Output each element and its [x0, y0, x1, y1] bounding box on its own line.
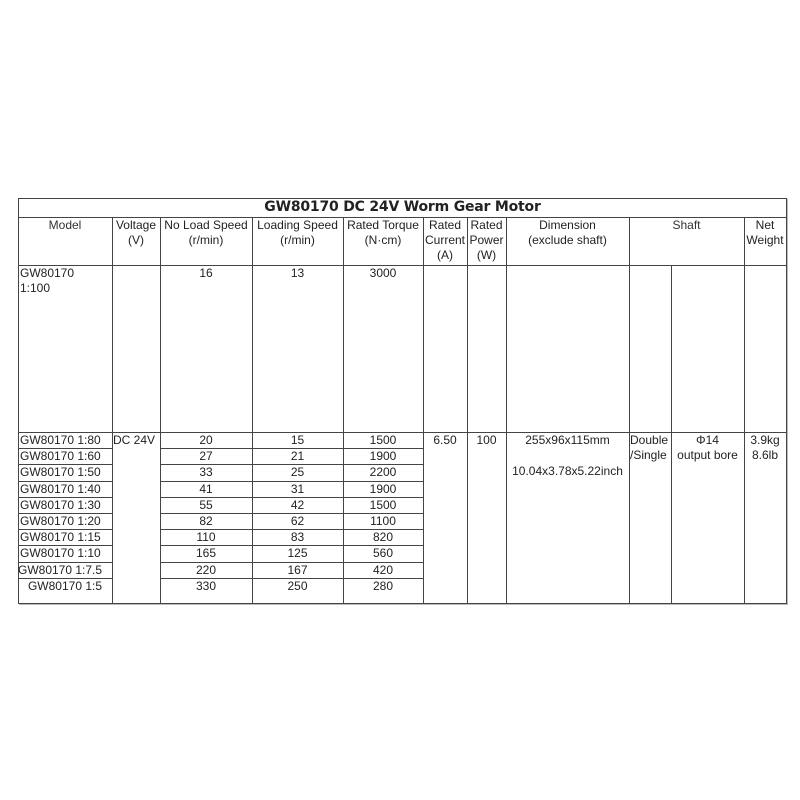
row-model: GW80170 1:40 [20, 481, 101, 496]
rated-power-value: 100 [476, 433, 497, 447]
row-loading-speed: 125 [287, 546, 308, 561]
row-model: GW80170 1:80 [20, 433, 101, 447]
shaft-bore [671, 433, 744, 463]
header-no-load-speed-line1: No Load Speed [164, 218, 248, 232]
shaft-type [629, 433, 671, 463]
table-title: GW80170 DC 24V Worm Gear Motor [264, 199, 541, 215]
row-rated-torque: 1900 [369, 449, 397, 464]
row-model: GW80170 1:50 [20, 465, 101, 480]
shaft-type-line1: Double [630, 433, 669, 447]
first-row-rated-torque: 3000 [369, 266, 397, 280]
grid-vline [423, 217, 424, 603]
row-no-load-speed: 220 [195, 562, 217, 577]
row-no-load-speed: 41 [199, 481, 213, 496]
header-rated-torque-line2: (N·cm) [364, 233, 402, 247]
grid-vline [467, 217, 468, 603]
grid-vline [506, 217, 507, 603]
header-net-weight [744, 218, 786, 248]
row-loading-speed: 15 [290, 433, 305, 447]
row-loading-speed: 83 [290, 530, 305, 545]
header-rated-torque-line1: Rated Torque [347, 218, 419, 232]
row-model: GW80170 1:30 [20, 497, 101, 512]
header-rated-power-line1: Rated [470, 218, 503, 232]
header-rated-power-line2: Power [469, 233, 504, 247]
row-no-load-speed: 27 [199, 449, 213, 464]
shaft-bore-line2: output bore [677, 448, 738, 462]
row-loading-speed: 21 [290, 449, 305, 464]
net-weight-kg: 3.9kg [750, 433, 780, 447]
row-loading-speed: 42 [290, 497, 305, 512]
grid-vline [744, 217, 745, 603]
shaft-type-line2: /Single [630, 448, 667, 462]
header-rated-current-line2: Current [424, 233, 465, 247]
grid-vline [112, 217, 113, 603]
header-no-load-speed-line2: (r/min) [188, 233, 224, 247]
header-rated-current-line1: Rated [428, 218, 462, 232]
row-no-load-speed: 20 [199, 433, 213, 447]
header-dimension-line2: (exclude shaft) [528, 233, 607, 247]
row-model: GW80170 1:5 [27, 578, 103, 593]
row-model: GW80170 1:7.5 [18, 562, 103, 577]
row-rated-torque: 560 [372, 546, 394, 561]
header-no-load-speed [160, 218, 252, 248]
row-no-load-speed: 82 [199, 514, 213, 528]
row-rated-torque: 2200 [369, 465, 397, 480]
dimension-inch: 10.04x3.78x5.22inch [512, 464, 623, 478]
row-rated-torque: 420 [372, 562, 394, 577]
header-voltage-line1: Voltage [115, 218, 157, 232]
header-rated-current [423, 218, 467, 263]
first-row-model [18, 266, 112, 296]
voltage-value: DC 24V [113, 433, 156, 447]
shaft-bore-line1: Φ14 [696, 433, 719, 447]
header-loading-speed-line2: (r/min) [280, 233, 315, 247]
header-net-weight-line1: Net [755, 218, 775, 232]
row-loading-speed: 25 [290, 465, 305, 480]
dimension-mm: 255x96x115mm [525, 433, 610, 447]
row-rated-torque: 1900 [369, 481, 397, 496]
header-rated-power-line3: (W) [476, 248, 497, 262]
first-row-loading-speed: 13 [290, 266, 305, 280]
row-loading-speed: 62 [290, 514, 305, 528]
row-model: GW80170 1:20 [20, 514, 101, 528]
row-loading-speed: 31 [290, 481, 305, 496]
header-dimension [506, 218, 629, 248]
header-net-weight-line2: Weight [746, 233, 784, 247]
row-rated-torque: 1100 [370, 514, 396, 528]
first-row-model-line1: GW80170 [20, 266, 75, 280]
row-model: GW80170 1:10 [20, 546, 101, 561]
header-model: Model [48, 218, 82, 232]
row-rated-torque: 820 [372, 530, 394, 545]
header-loading-speed [252, 218, 343, 248]
header-rated-torque [343, 218, 423, 248]
row-no-load-speed: 330 [195, 578, 217, 593]
header-shaft: Shaft [672, 218, 701, 232]
header-loading-speed-line1: Loading Speed [257, 218, 338, 232]
rated-current-value: 6.50 [433, 433, 457, 447]
row-rated-torque: 1500 [369, 497, 397, 512]
header-voltage-line2: (V) [128, 233, 144, 247]
row-no-load-speed: 165 [195, 546, 217, 561]
row-model: GW80170 1:15 [20, 530, 101, 545]
row-no-load-speed: 33 [199, 465, 213, 480]
row-loading-speed: 250 [287, 578, 308, 593]
net-weight-lb: 8.6lb [751, 448, 779, 462]
header-dimension-line1: Dimension [539, 218, 596, 232]
header-voltage [112, 218, 160, 248]
net-weight-value [744, 433, 786, 463]
header-rated-power [467, 218, 506, 263]
row-no-load-speed: 55 [199, 497, 213, 512]
first-row-no-load-speed: 16 [199, 266, 213, 280]
row-rated-torque: 280 [372, 578, 394, 593]
row-model: GW80170 1:60 [20, 449, 101, 464]
first-row-model-line2: 1:100 [20, 281, 51, 295]
row-no-load-speed: 110 [196, 530, 216, 545]
row-loading-speed: 167 [287, 562, 308, 577]
header-rated-current-line3: (A) [437, 248, 453, 262]
grid-vline [629, 217, 630, 603]
row-rated-torque: 1500 [369, 433, 397, 447]
